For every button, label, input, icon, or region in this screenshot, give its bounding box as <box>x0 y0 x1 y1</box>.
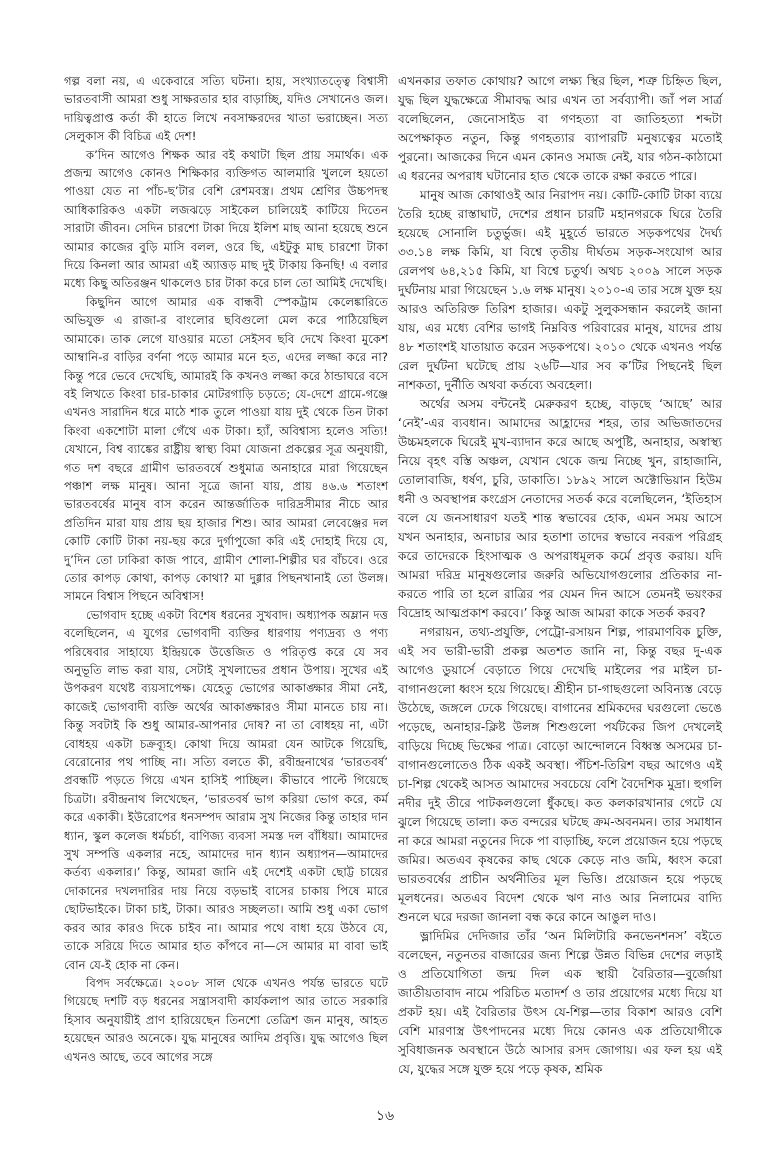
right-column <box>398 72 722 1079</box>
right-paragraph-1: এখনকার তফাত কোথায়? আগে লক্ষ্য স্থির ছিল, শত্রু চিহ্নিত ছিল, যুদ্ধ ছিল যুদ্ধক্ষেত্রে সীমাবদ্ধ আর এখন তা সর্বব্যাপী। জাঁ পল সার্ত্র বলেছিলেন, জেনোসাইড বা গণহত্যা বা জাতিহত্যা শব্দটা অপেক্ষাকৃত নতুন, কিন্তু গণহত্যার ব্যাপারটি মনুষ্যত্বের মতোই পুরনো। আজকের দিনে এমন কোনও সমাজ নেই, যার গঠন-কাঠামো এ ধরনের অপরাধ ঘটানোর হাত থেকে তাকে রক্ষা করতে পারে। <box>398 74 722 183</box>
left-paragraph-3: কিছুদিন আগে আমার এক বান্ধবী স্পেকট্রাম কেলেঙ্কারিতে অভিযুক্ত এ রাজা-র বাংলোর ছবিগুলো মেল করে পাঠিয়েছিল আমাকে। তাক লেগে যাওয়ার মতো সেইসব ছবি দেখে কিংবা মুকেশ আম্বানি-র বাড়ির বর্ণনা পড়ে আমার মনে হত, এদের লজ্জা করে না? কিন্তু পরে ভেবে দেখেছি, আমারই কি কখনও লজ্জা করে ঠান্ডাঘরে বসে বই লিখতে কিংবা চার-চাকার মোটরগাড়ি চড়তে; যে-দেশে গ্রামে-গঞ্জে এখনও সারাদিন ধরে মাঠে শাক তুলে পাওয়া যায় দুই থেকে তিন টাকা কিংবা একশোটা মালা গেঁথে এক টাকা। হ্যাঁ, অবিশ্বাস্য হলেও সত্যি! যেখানে, বিশ্ব ব্যাঙ্কের রাষ্ট্রীয় স্বাস্থ্য বিমা যোজনা প্রকল্পের সূত্র অনুযায়ী, গত দশ বছরে গ্রামীণ ভারতবর্ষে শুধুমাত্র অনাহারে মারা গিয়েছেন পঞ্চাশ লক্ষ মানুষ। আনা সূত্রে জানা যায়, প্রায় ৪৬.৬ শতাংশ ভারতবর্ষের মানুষ বাস করেন আন্তর্জাতিক দারিদ্রসীমার নীচে আর প্রতিদিন মারা যায় প্রায় ছয় হাজার শিশু। আর আমরা লেবেঞ্জের দল কোটি কোটি টাকা নয়-ছয় করে দুর্গাপুজো করি এই দোহাই দিয়ে যে, দু’দিন তো ঢাকিরা কাজ পাবে, গ্রামীণ শোলা-শিল্পীর ঘর বাঁচবে। ওরে তোর কাপড় কোথা, কাপড় কোথা? মা দুগ্গার পিছনখানাই তো উলঙ্গ। সামনে বিশ্বাস পিছনে অবিশ্বাস! <box>64 294 388 604</box>
page-number: ১৬ <box>375 1108 395 1124</box>
right-paragraph-5: ভ্লাদিমির দেদিজার তাঁর ‘অন মিলিটারি কনভেনশনস’ বইতে বলেছেন, নতুনতর বাজারের জন্য শিল্পে উন্নত বিভিন্ন দেশের লড়াই ও প্রতিযোগিতা জন্ম দিল এক স্থায়ী বৈরিতার—বুর্জোয়া জাতীয়তাবাদ নামে পরিচিত মতাদর্শ ও তার প্রয়োগের মধ্যে দিয়ে যা প্রকট হয়। এই বৈরিতার উৎস যে-শিল্প—তার বিকাশ আরও বেশি বেশি মারণাস্ত্র উৎপাদনের মধ্যে দিয়ে কোনও এক প্রতিযোগীকে সুবিধাজনক অবস্থানে উঠে আসার রসদ জোগায়। এর ফল হয় এই যে, যুদ্ধের সঙ্গে যুক্ত হয়ে পড়ে কৃষক, শ্রমিক <box>398 929 722 1076</box>
right-paragraph-4: নগরায়ন, তথ্য-প্রযুক্তি, পেট্রো-রসায়ন শিল্প, পারমাণবিক চুক্তি, এই সব ভারী-ভারী প্রকল্প অতশত জানি না, কিন্তু বছর দু-এক আগেও ডুয়ার্সে বেড়াতে গিয়ে দেখেছি মাইলের পর মাইল চা-বাগানগুলো ধ্বংস হয়ে গিয়েছে। শ্রীহীন চা-গাছগুলো অবিন্যস্ত বেড়ে উঠেছে, জঙ্গলে ঢেকে গিয়েছে। বাগানের শ্রমিকদের ঘরগুলো ভেঙে পড়েছে, অনাহার-ক্লিষ্ট উলঙ্গ শিশুগুলো পর্যটকের জিপ দেখলেই বাড়িয়ে দিচ্ছে ভিক্ষের পাত্র। বোড়ো আন্দোলনে বিধ্বস্ত অসমের চা-বাগানগুলোতেও ঠিক একই অবস্থা। পঁচিশ-তিরিশ বছর আগেও এই চা-শিল্প থেকেই আসত আমাদের সবচেয়ে বেশি বৈদেশিক মুদ্রা। হুগলি নদীর দুই তীরে পাটকলগুলো ধুঁকছে। কত কলকারখানার গেটে যে ঝুলে গিয়েছে তালা। কত বন্দরের ঘটছে ক্রম-অবনমন। তার সমাধান না করে আমরা নতুনের দিকে পা বাড়াচ্ছি, ফলে প্রয়োজন হয়ে পড়ছে জমির। অতএব কৃষকের কাছ থেকে কেড়ে নাও জমি, ধ্বংস করো ভারতবর্ষের প্রাচীন অর্থনীতির মূল ভিত্তি। প্রয়োজন হয়ে পড়ছে মূলধনের। অতএব বিদেশ থেকে ঋণ নাও আর নিলামের বাদ্যি শুনলে ঘরে দরজা জানলা বন্ধ করে কানে আঙুল দাও। <box>398 625 722 924</box>
right-paragraph-2: মানুষ আজ কোথাওই আর নিরাপদ নয়। কোটি-কোটি টাকা ব্যয়ে তৈরি হচ্ছে রাস্তাঘাট, দেশের প্রধান চারটি মহানগরকে ঘিরে তৈরি হয়েছে সোনালি চতুর্ভুজ। এই মুহূর্তে ভারতে সড়কপথের দৈর্ঘ্য ৩৩.১৪ লক্ষ কিমি, যা বিশ্বে তৃতীয় দীর্ঘতম সড়ক-সংযোগ আর রেলপথ ৬৪,২১৫ কিমি, যা বিশ্বে চতুর্থ। অথচ ২০০৯ সালে সড়ক দুর্ঘটনায় মারা গিয়েছেন ১.৬ লক্ষ মানুষ। ২০১০-এ তার সঙ্গে যুক্ত হয় আরও অতিরিক্ত তিরিশ হাজার। একটু সুলুকসন্ধান করলেই জানা যায়, এর মধ্যে বেশির ভাগই নিম্নবিত্ত পরিবারের মানুষ, যাদের প্রায় ৪৮ শতাংশই যাতায়াত করেন সড়কপথে। ২০১০ থেকে এখনও পর্যন্ত রেল দুর্ঘটনা ঘটেছে প্রায় ২৬টি—যার সব ক’টির পিছনেই ছিল নাশকতা, দুর্নীতি অথবা কর্তব্যে অবহেলা। <box>398 188 722 392</box>
right-paragraph-3: অর্থের অসম বন্টনেই মেরুকরণ হচ্ছে, বাড়ছে ‘আছে’ আর ‘নেই’-এর ব্যবধান। আমাদের আহ্লাদের শহর, তার অভিজাতদের উচ্চমহলকে ঘিরেই মুখ-ব্যাদান করে আছে অপুষ্টি, অনাহার, অস্বাস্থ্য নিয়ে বৃহৎ বস্তি অঞ্চল, যেখান থেকে জন্ম নিচ্ছে খুন, রাহাজানি, তোলাবাজি, ধর্ষণ, চুরি, ডাকাতি। ১৮৯২ সালে অক্টোভিয়ান হিউম ধনী ও অবস্থাপন্ন কংগ্রেস নেতাদের সতর্ক করে বলেছিলেন, ‘ইতিহাস বলে যে জনসাধারণ যতই শান্ত স্বভাবের হোক, এমন সময় আসে যখন অনাহার, অনাচার আর হতাশা তাদের স্বভাবে নবরূপ পরিগ্রহ করে তাদেরকে হিংসাত্মক ও অপরাধমূলক কর্মে প্রবৃত্ত করায়। যদি আমরা দরিদ্র মানুষগুলোর জরুরি অভিযোগগুলোর প্রতিকার না-করতে পারি তা হলে রাত্রির পর যেমন দিন আসে তেমনই ভয়ংকর বিদ্রোহ আত্মপ্রকাশ করবে।’ কিন্তু আজ আমরা কাকে সতর্ক করব? <box>398 397 722 620</box>
left-paragraph-1: গল্প বলা নয়, এ একেবারে সত্যি ঘটনা। হায়, সংখ্যাতত্ত্বে বিশ্বাসী ভারতবাসী আমরা শুধু সাক্ষরতার হার বাড়াচ্ছি, যদিও সেখানেও জল। দায়িত্বপ্রাপ্ত কর্তা কী হাতে লিখে নবসাক্ষরদের খাতা ভরাচ্ছেন। সত্য সেলুকাস কী বিচিত্র এই দেশ! <box>64 74 388 144</box>
left-paragraph-4: ভোগবাদ হচ্ছে একটা বিশেষ ধরনের সুখবাদ। অধ্যাপক অম্লান দত্ত বলেছিলেন, এ যুগের ভোগবাদী ব্যক্তির ধারণায় পণ্যদ্রব্য ও পণ্য পরিষেবার সাহায্যে ইন্দ্রিয়কে উত্তেজিত ও পরিতৃপ্ত করে যে সব অনুভূতি লাভ করা যায়, সেটাই সুখলাভের প্রধান উপায়। সুখের এই উপকরণ যথেষ্ট ব্যয়সাপেক্ষ। যেহেতু ভোগের আকাঙ্ক্ষার সীমা নেই, কাজেই ভোগবাদী ব্যক্তি অর্থের আকাঙ্ক্ষারও সীমা মানতে চায় না। কিন্তু সবটাই কি শুধু আমার-আপনার দোষ? না তা বোধহয় না, এটা বোধহয় একটা চক্রব্যূহ। কোথা দিয়ে আমরা যেন আটকে গিয়েছি, বেরোনোর পথ পাচ্ছি না। সত্যি বলতে কী, রবীন্দ্রনাথের ‘ভারতবর্ষ’ প্রবন্ধটি পড়তে গিয়ে এখন হাসিই পাচ্ছিল। কীভাবে পাল্টে গিয়েছে চিত্রটা। রবীন্দ্রনাথ লিখেছেন, ‘ভারতবর্ষ ভাগ করিয়া ভোগ করে, কর্ম করে একাকী। ইউরোপের ধনসম্পদ আরাম সুখ নিজের কিন্তু তাহার দান ধ্যান, স্কুল কলেজ ধর্মচর্চা, বাণিজ্য ব্যবসা সমস্ত দল বাঁধিয়া। আমাদের সুখ সম্পত্তি একলার নহে, আমাদের দান ধ্যান অধ্যাপন—আমাদের কর্তব্য একলার।’ কিন্তু, আমরা জানি এই দেশেই একটা ছোট্ট চায়ের দোকানের দখলদারির দায় নিয়ে বড়ভাই বাসের চাকায় পিষে মারে ছোটভাইকে। টাকা চাই, টাকা। আরও সচ্ছলতা। আমি শুধু একা ভোগ করব আর কারও দিকে চাইব না। আমার পথে বাধা হয়ে উঠবে যে, তাকে সরিয়ে দিতে আমার হাত কাঁপবে না—সে আমার মা বাবা ভাই বোন যে-ই হোক না কেন। <box>64 607 388 972</box>
left-column <box>64 72 388 1066</box>
left-paragraph-5: বিপদ সর্বক্ষেত্রে। ২০০৮ সাল থেকে এখনও পর্যন্ত ভারতে ঘটে গিয়েছে দশটি বড় ধরনের সন্ত্রাসবাদী কার্যকলাপ আর তাতে সরকারি হিসাব অনুযায়ীই প্রাণ হারিয়েছেন তিনশো তেত্রিশ জন মানুষ, আহত হয়েছেন আরও অনেকে। যুদ্ধ মানুষের আদিম প্রবৃত্তি। যুদ্ধ আগেও ছিল এখনও আছে, তবে আগের সঙ্গে <box>64 975 388 1064</box>
left-paragraph-2: ক’দিন আগেও শিক্ষক আর বই কথাটা ছিল প্রায় সমার্থক। এক প্রজন্ম আগেও কোনও শিক্ষিকার ব্যক্তিগত আলমারি খুললে হয়তো পাওয়া যেত না পাঁচ-ছ’টার বেশি রেশমবস্ত্র। প্রথম শ্রেণির উচ্চপদস্থ আধিকারিকও একটা লজঝড়ে সাইকেল চালিয়েই কাটিয়ে দিতেন সারাটা জীবন। সেদিন চারশো টাকা দিয়ে ইলিশ মাছ আনা হয়েছে শুনে আমার কাজের বুড়ি মাসি বলল, ওরে ছি, এইটুকু মাছ চারশো টাকা দিয়ে কিনলা আর আমরা এই অ্যাত্তড় মাছ দুই টাকায় কিনছি! এ বলার মধ্যে কিছু অতিরঞ্জন থাকলেও চার টাকা করে চাল তো আমিই দেখেছি। <box>64 147 388 291</box>
